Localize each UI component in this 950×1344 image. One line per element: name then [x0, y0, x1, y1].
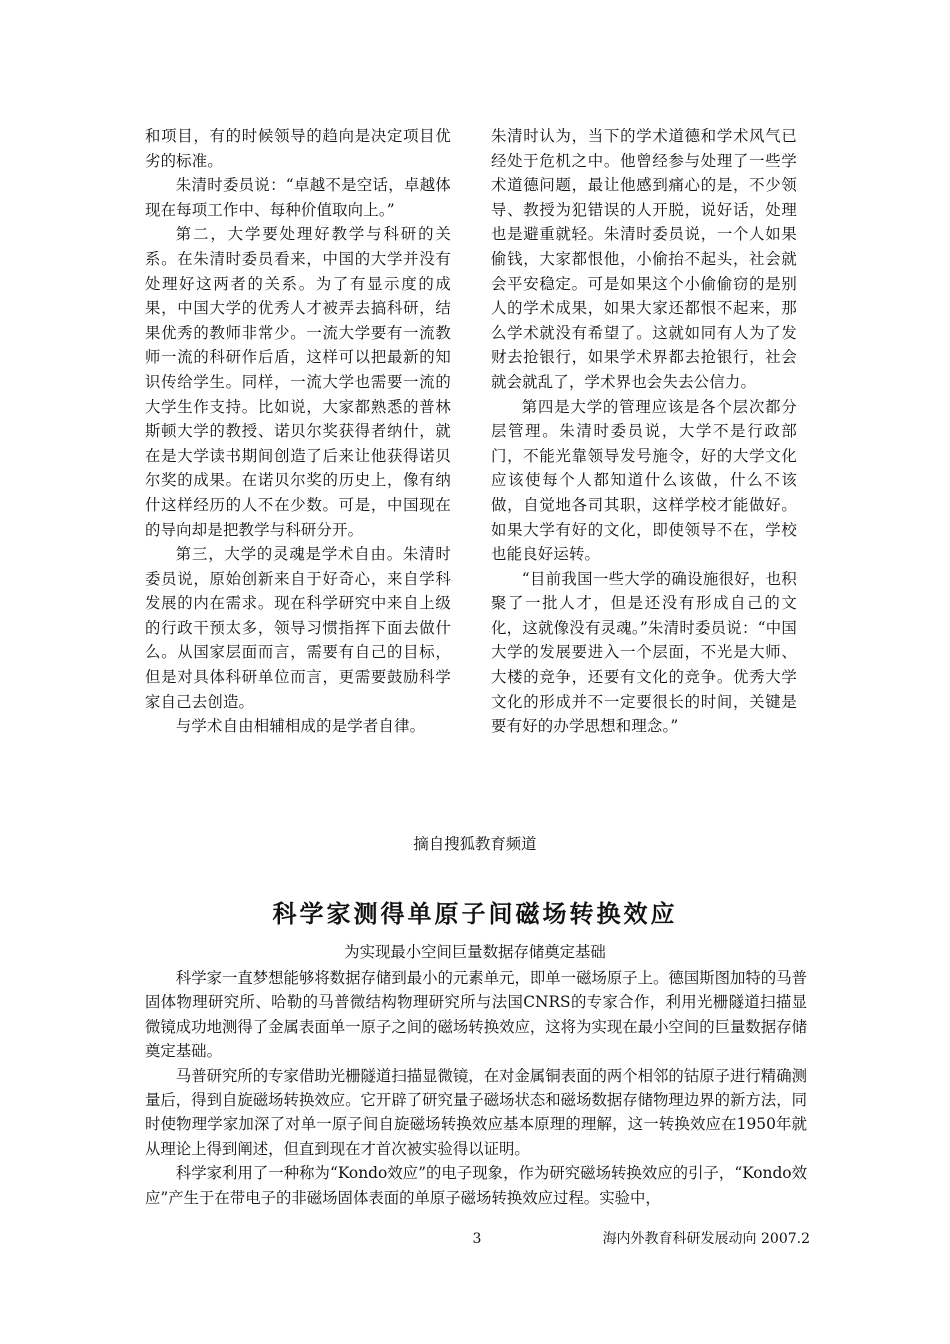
paragraph: 第四是大学的管理应该是各个层次都分层管理。朱清时委员说，大学不是行政部门，不能光靠领导发号施令，好的大学文化应该使每个人都知道什么该做，什么不该做，自觉地各司其职，这样学校才能做好。如果大学有好的文化，即使领导不在，学校也能良好运转。 [491, 397, 797, 564]
journal-name: 海内外教育科研发展动向 2007.2 [602, 1231, 810, 1247]
paragraph: 与学术自由相辅相成的是学者自律。 [175, 717, 426, 736]
paragraph: 第二，大学要处理好教学与科研的关系。在朱清时委员看来，中国的大学并没有处理好这两者的关系。为了有显示度的成果，中国大学的优秀人才被弄去搞科研，结果优秀的教师非常少。一流大学要有一流教师一流的科研作后盾，这样可以把最新的知识传给学生。同样，一流大学也需要一流的大学生作支持。比如说，大家都熟悉的普林斯顿大学的教授、诺贝尔奖获得者纳什，就在是大学读书期间创造了后来让他获得诺贝尔奖的成果。在诺贝尔奖的历史上，像有纳什这样经历的人不在少数。可是，中国现在的导向却是把教学与科研分开。 [145, 225, 451, 539]
paragraph: 朱清时认为，当下的学术道德和学术风气已经处于危机之中。他曾经参与处理了一些学术道德问题，最让他感到痛心的是，不少领导、教授为犯错误的人开脱，说好话，处理也是避重就轻。朱清时委员说，一个人如果偷钱，大家都恨他，小偷抬不起头，社会就会平安稳定。可是如果这个小偷偷窃的是别人的学术成果，如果大家还都恨不起来，那么学术就没有希望了。这就如同有人为了发财去抢银行，如果学术界都去抢银行，社会就会就乱了，学术界也会失去公信力。 [491, 127, 797, 391]
paragraph: 朱清时委员说：“卓越不是空话，卓越体现在每项工作中、每种价值取向上。” [145, 176, 451, 219]
paragraph: 和项目，有的时候领导的趋向是决定项目优劣的标准。 [145, 127, 451, 170]
article-body [145, 966, 807, 1210]
page-number: 3 [472, 1231, 482, 1247]
article-subtitle: 为实现最小空间巨量数据存储奠定基础 [344, 943, 606, 961]
paragraph: 科学家一直梦想能够将数据存储到最小的元素单元，即单一磁场原子上。德国斯图加特的马普固体物理研究所、哈勒的马普微结构物理研究所与法国CNRS的专家合作，利用光栅隧道扫描显微镜成功地测得了金属表面单一原子之间的磁场转换效应，这将为实现在最小空间的巨量数据存储奠定基础。 [145, 969, 807, 1061]
right-column [491, 124, 797, 739]
paragraph: 马普研究所的专家借助光栅隧道扫描显微镜，在对金属铜表面的两个相邻的钴原子进行精确测量后，得到自旋磁场转换效应。它开辟了研究量子磁场状态和磁场数据存储物理边界的新方法，同时使物理学家加深了对单一原子间自旋磁场转换效应基本原理的理解，这一转换效应在1950年就从理论上得到阐述，但直到现在才首次被实验得以证明。 [145, 1066, 807, 1158]
paragraph: 第三，大学的灵魂是学术自由。朱清时委员说，原始创新来自于好奇心，来自学科发展的内在需求。现在科学研究中来自上级的行政干预太多，领导习惯指挥下面去做什么。从国家层面而言，需要有自己的目标，但是对具体科研单位而言，更需要鼓励科学家自己去创造。 [145, 545, 451, 711]
article-title: 科学家测得单原子间磁场转换效应 [272, 900, 678, 928]
paragraph: 科学家利用了一种称为“Kondo效应”的电子现象，作为研究磁场转换效应的引子，“Kondo效应”产生于在带电子的非磁场固体表面的单原子磁场转换效应过程。实验中， [145, 1164, 807, 1207]
paragraph: “目前我国一些大学的确设施很好，也积聚了一批人才，但是还没有形成自己的文化，这就像没有灵魂。”朱清时委员说：“中国大学的发展要进入一个层面，不光是大师、大楼的竞争，还要有文化的竞争。优秀大学文化的形成并不一定要很长的时间，关键是要有好的办学思想和理念。” [491, 569, 797, 736]
source-attribution: 摘自搜狐教育频道 [413, 835, 537, 853]
left-column [145, 124, 451, 739]
